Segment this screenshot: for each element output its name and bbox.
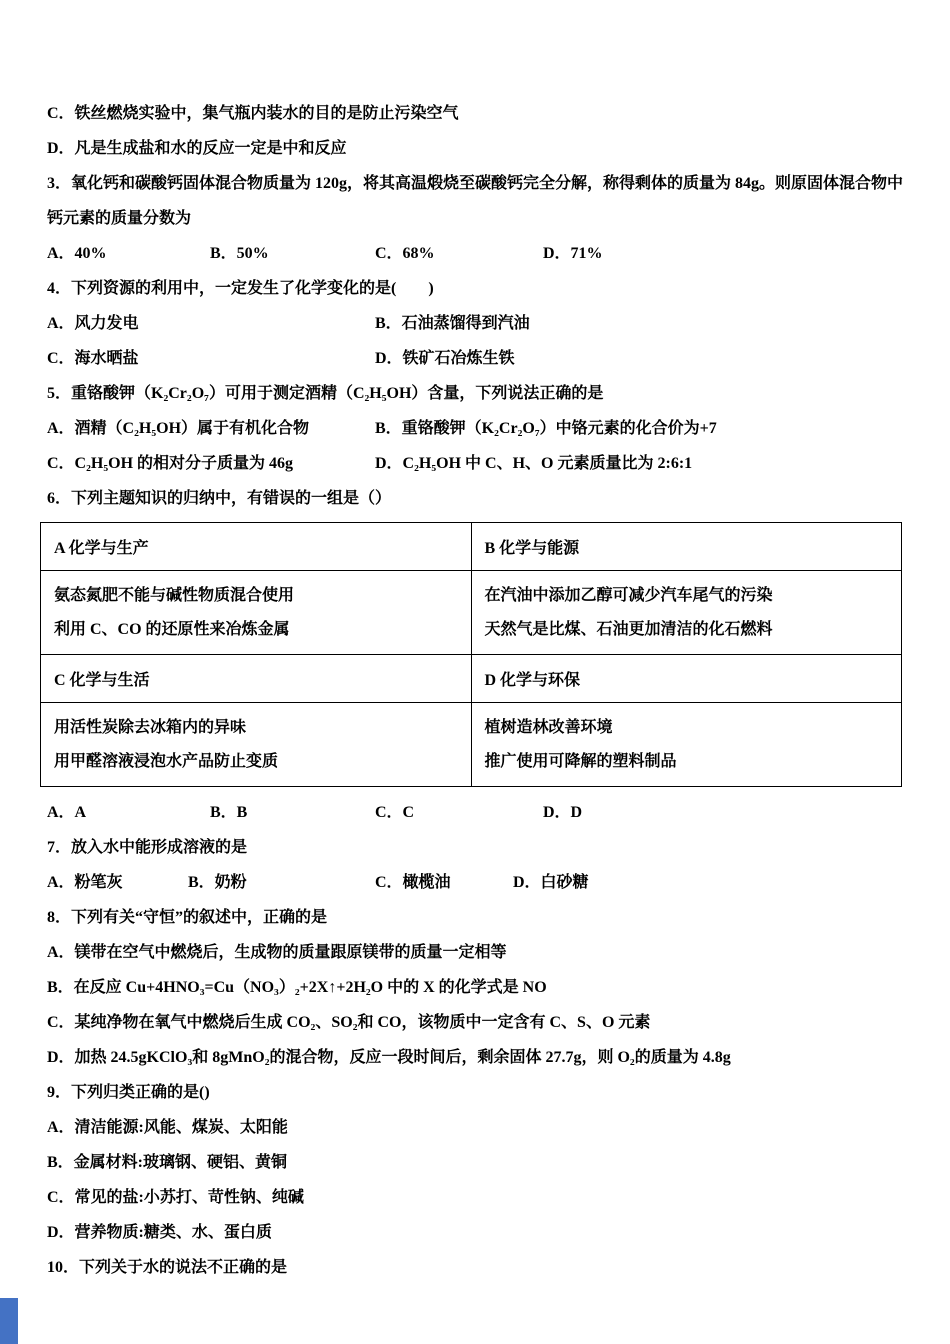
question-8-stem: 8．下列有关“守恒”的叙述中，正确的是 [47,909,328,926]
question-9-stem: 9．下列归类正确的是() [47,1084,210,1101]
question-9-option-c: C．常见的盐:小苏打、苛性钠、纯碱 [47,1189,304,1206]
option-d: D．C₂H₅OH 中 C、H、O 元素质量比为 2:6:1 [375,455,693,472]
option-b: B．B [210,804,248,821]
option-d: D．71% [543,245,603,262]
option-c: C．C₂H₅OH 的相对分子质量为 46g [47,455,294,472]
question-6-options [47,795,903,830]
option-d: D．铁矿石冶炼生铁 [375,350,515,367]
table-header-c: C 化学与生活 [41,655,472,703]
table-header-a: A 化学与生产 [41,523,472,571]
option-c: C．68% [375,245,435,262]
table-cell-line: 天然气是比煤、石油更加清洁的化石燃料 [484,620,773,638]
question-8-option-a: A．镁带在空气中燃烧后，生成物的质量跟原镁带的质量一定相等 [47,944,507,961]
question-3-options [47,236,903,271]
question-5-options-row1 [47,411,903,446]
option-a: A．粉笔灰 [47,874,123,891]
question-9-option-b: B．金属材料:玻璃钢、硬铝、黄铜 [47,1154,288,1171]
question-9-option-a: A．清洁能源:风能、煤炭、太阳能 [47,1119,288,1136]
option-a: A．40% [47,245,107,262]
question-7-options [47,865,903,900]
question-6-knowledge-table [40,522,902,787]
prev-question-option-c: C．铁丝燃烧实验中，集气瓶内装水的目的是防止污染空气 [47,105,459,122]
question-8-option-c: C．某纯净物在氧气中燃烧后生成 CO₂、SO₂和 CO，该物质中一定含有 C、S、O 元素 [47,1014,651,1031]
question-8-option-d: D．加热 24.5gKClO₃和 8gMnO₂的混合物，反应一段时间后，剩余固体 27.7g，则 O₂的质量为 4.8g [47,1049,731,1066]
option-c: C．C [375,804,415,821]
table-cell-line: 植树造林改善环境 [484,718,613,736]
corner-accent-bar [0,1298,18,1344]
option-b: B．重铬酸钾（K₂Cr₂O₇）中铬元素的化合价为+7 [375,420,717,437]
question-4-options-row1 [47,306,903,341]
question-5-stem: 5．重铬酸钾（K₂Cr₂O₇）可用于测定酒精（C₂H₅OH）含量，下列说法正确的是 [47,385,604,402]
table-cell-d [471,703,902,787]
question-10-stem: 10．下列关于水的说法不正确的是 [47,1259,288,1276]
table-cell-line: 在汽油中添加乙醇可减少汽车尾气的污染 [484,586,773,604]
question-4-stem: 4．下列资源的利用中，一定发生了化学变化的是( ) [47,280,434,297]
option-b: B．奶粉 [188,874,247,891]
option-b: B．石油蒸馏得到汽油 [375,315,530,332]
table-cell-b [471,571,902,655]
question-5-options-row2 [47,446,903,481]
option-a: A．酒精（C₂H₅OH）属于有机化合物 [47,420,310,437]
option-d: D．D [543,804,583,821]
question-3-stem: 3．氧化钙和碳酸钙固体混合物质量为 120g，将其高温煅烧至碳酸钙完全分解，称得剩体的质量为 84g。则原固体混合物中钙元素的质量分数为 [47,175,904,227]
table-cell-line: 用活性炭除去冰箱内的异味 [54,718,247,736]
table-cell-a [41,571,472,655]
option-a: A．风力发电 [47,315,139,332]
question-4-options-row2 [47,341,903,376]
table-cell-line: 利用 C、CO 的还原性来冶炼金属 [54,620,290,638]
prev-question-option-d: D．凡是生成盐和水的反应一定是中和反应 [47,140,347,157]
table-header-b: B 化学与能源 [471,523,902,571]
question-6-stem: 6．下列主题知识的归纳中，有错误的一组是（） [47,490,392,507]
option-c: C．海水晒盐 [47,350,139,367]
option-b: B．50% [210,245,269,262]
table-cell-c [41,703,472,787]
option-d: D．白砂糖 [513,874,589,891]
option-a: A．A [47,804,87,821]
table-cell-line: 氨态氮肥不能与碱性物质混合使用 [54,586,295,604]
table-cell-line: 用甲醛溶液浸泡水产品防止变质 [54,752,279,770]
table-cell-line: 推广使用可降解的塑料制品 [484,752,677,770]
table-header-d: D 化学与环保 [471,655,902,703]
question-7-stem: 7．放入水中能形成溶液的是 [47,839,248,856]
question-9-option-d: D．营养物质:糖类、水、蛋白质 [47,1224,272,1241]
question-8-option-b: B．在反应 Cu+4HNO₃=Cu（NO₃）₂+2X↑+2H₂O 中的 X 的化学式是 NO [47,979,547,996]
option-c: C．橄榄油 [375,874,451,891]
